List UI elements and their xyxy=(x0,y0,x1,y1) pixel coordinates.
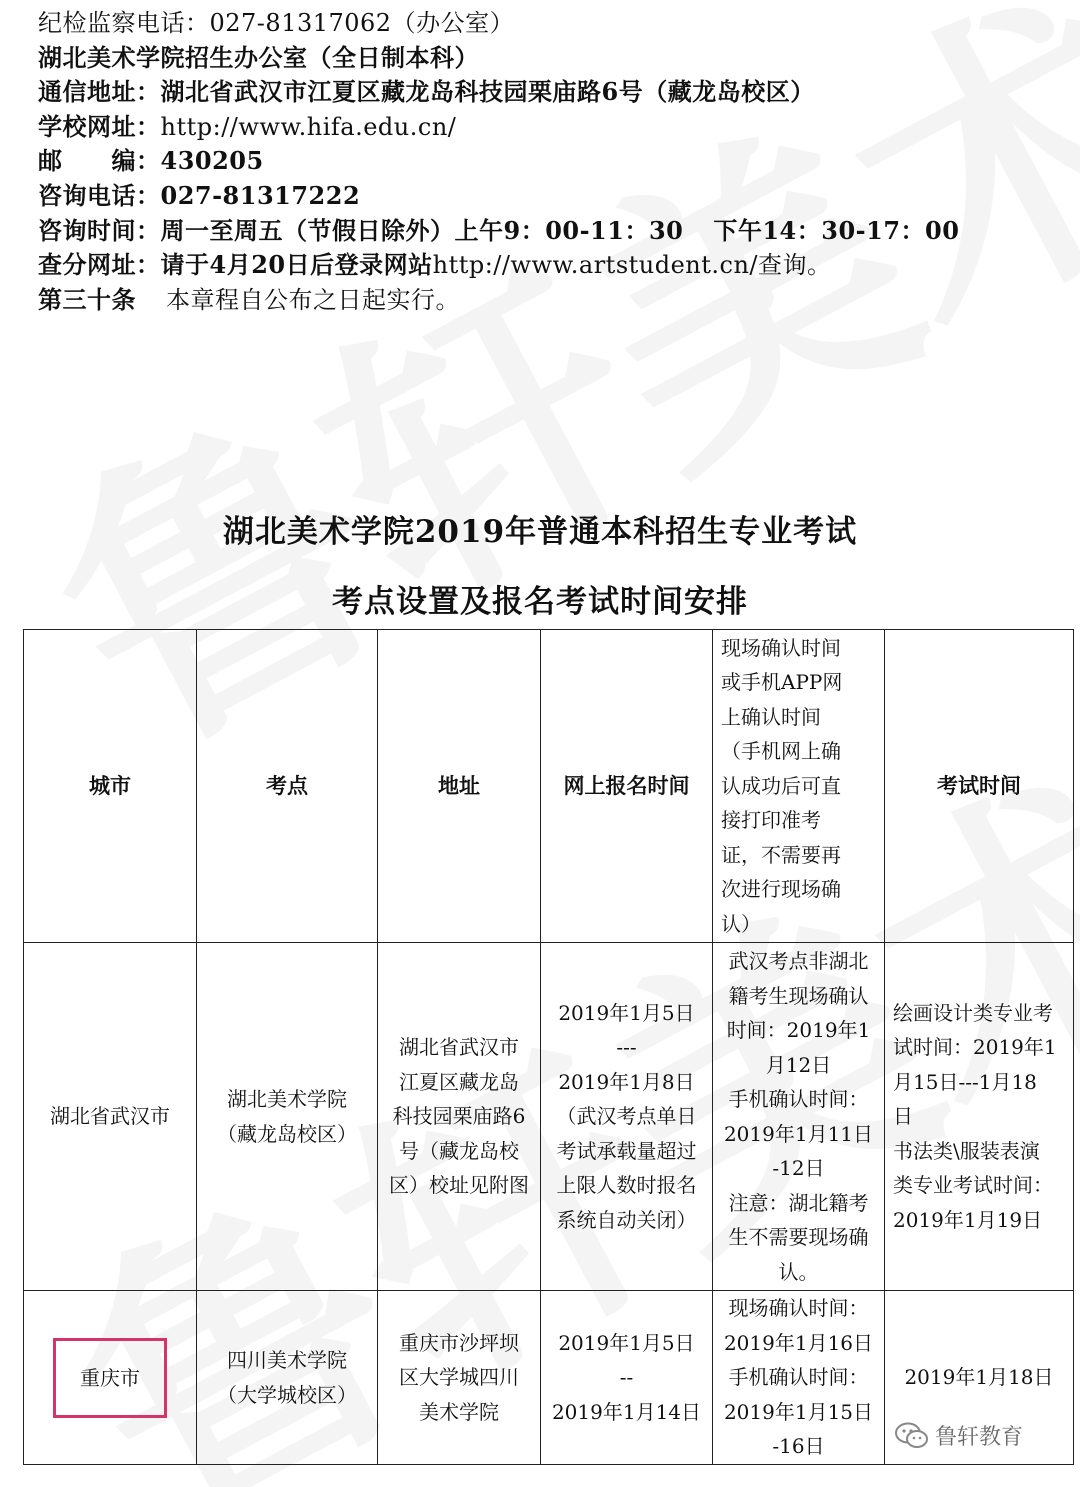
table-row xyxy=(24,943,1074,1291)
info-line-address: 通信地址：湖北省武汉市江夏区藏龙岛科技园栗庙路6号（藏龙岛校区） xyxy=(38,77,815,107)
brand-watermark xyxy=(895,1420,1023,1451)
header-confirm-time: 现场确认时间 或手机APP网 上确认时间 （手机网上确 认成功后可直 接打印准考 证，不需要再 次进行现场确 认） xyxy=(713,630,885,943)
header-address: 地址 xyxy=(378,630,541,943)
header-city: 城市 xyxy=(24,630,197,943)
info-line-website: 学校网址：http://www.hifa.edu.cn/ xyxy=(38,111,457,141)
website-link[interactable]: http://www.hifa.edu.cn/ xyxy=(160,112,457,141)
contact-info xyxy=(38,6,1068,317)
cell-site: 湖北美术学院 （藏龙岛校区） xyxy=(197,943,378,1291)
cell-city xyxy=(24,1291,197,1465)
cell-online-registration: 2019年1月5日 --- 2019年1月8日 （武汉考点单日 考试承载量超过 上限人数时报名 系统自动关闭） xyxy=(541,943,713,1291)
cell-city: 湖北省武汉市 xyxy=(24,943,197,1291)
info-line-postcode: 邮 编：430205 xyxy=(38,146,264,176)
info-line-score-query: 查分网址：请于4月20日后登录网站http://www.artstudent.cn/查询。 xyxy=(38,250,832,280)
cell-confirm-time: 现场确认时间： 2019年1月16日 手机确认时间： 2019年1月15日 -16日 xyxy=(713,1291,885,1465)
header-exam-time: 考试时间 xyxy=(885,630,1074,943)
info-line-consult-phone: 咨询电话：027-81317222 xyxy=(38,180,361,210)
info-line-discipline-phone: 纪检监察电话：027-81317062（办公室） xyxy=(38,9,515,37)
cell-online-registration: 2019年1月5日 -- 2019年1月14日 xyxy=(541,1291,713,1465)
header-site: 考点 xyxy=(197,630,378,943)
cell-site: 四川美术学院 （大学城校区） xyxy=(197,1291,378,1465)
schedule-table xyxy=(23,629,1074,1465)
info-line-office: 湖北美术学院招生办公室（全日制本科） xyxy=(38,42,479,72)
info-line-consult-time: 咨询时间：周一至周五（节假日除外）上午9：00-11：30 下午14：30-17：00 xyxy=(38,215,960,245)
header-online-registration: 网上报名时间 xyxy=(541,630,713,943)
table-header-row xyxy=(24,630,1074,943)
cell-address: 湖北省武汉市 江夏区藏龙岛 科技园栗庙路6 号（藏龙岛校 区）校址见附图 xyxy=(378,943,541,1291)
city-highlight-box: 重庆市 xyxy=(53,1338,167,1418)
document-title: 湖北美术学院2019年普通本科招生专业考试 xyxy=(222,514,858,550)
cell-exam-time: 2019年1月18日 xyxy=(885,1291,1074,1465)
cell-confirm-time: 武汉考点非湖北 籍考生现场确认 时间：2019年1 月12日 手机确认时间： 2019年1月11日 -12日 注意：湖北籍考 生不需要现场确 认。 xyxy=(713,943,885,1291)
document-subtitle: 考点设置及报名考试时间安排 xyxy=(332,584,748,620)
cell-exam-time: 绘画设计类专业考 试时间：2019年1 月15日---1月18 日 书法类\服装表演 类专业考试时间： 2019年1月19日 xyxy=(885,943,1074,1291)
brand-text: 鲁轩教育 xyxy=(935,1425,1024,1450)
info-line-article-30: 第三十条 本章程自公布之日起实行。 xyxy=(38,284,460,314)
wechat-icon xyxy=(895,1422,929,1450)
cell-address: 重庆市沙坪坝 区大学城四川 美术学院 xyxy=(378,1291,541,1465)
score-query-link[interactable]: http://www.artstudent.cn/查询。 xyxy=(432,251,832,280)
